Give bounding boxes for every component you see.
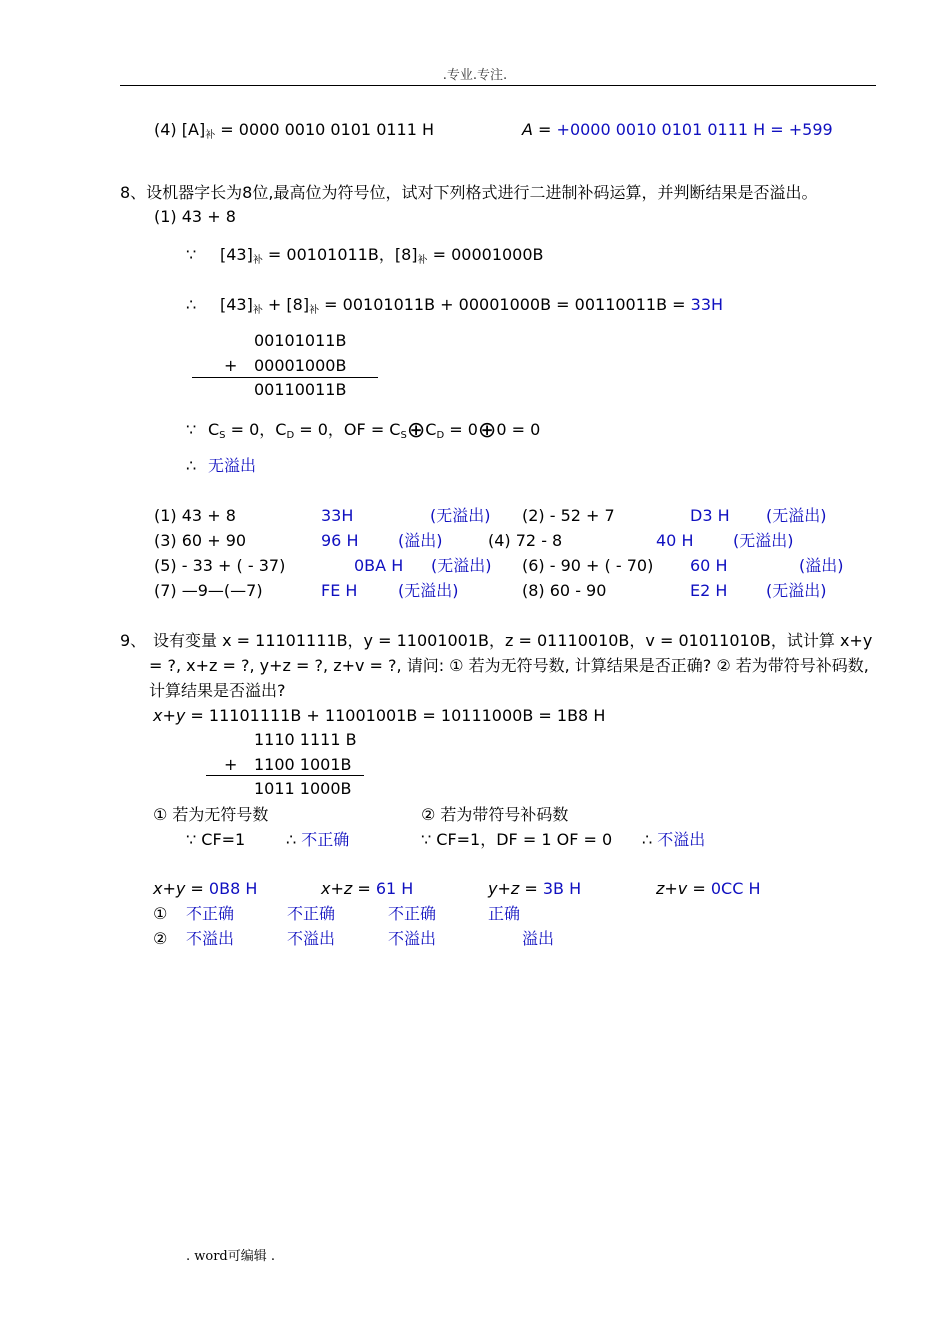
q8-calc-line2: 00001000B <box>254 356 347 375</box>
q8-item-value: 96 H <box>321 531 359 550</box>
q9-row2-cell: 不溢出 <box>186 929 235 948</box>
q9-calc-result: 1011 1000B <box>254 779 352 798</box>
q9-result-var: z+v <box>656 879 688 898</box>
q9-result-var: x+z <box>321 879 353 898</box>
q8-item-status: (无溢出) <box>766 506 827 525</box>
q9-unsigned-heading: ① 若为无符号数 <box>153 805 269 824</box>
q8-calc-result: 00110011B <box>254 380 347 399</box>
q8-because-sub2: 补 <box>417 255 428 266</box>
q8-item-label: (2) - 52 + 7 <box>522 506 615 525</box>
q7-4-answer-value: +0000 0010 0101 0111 H = +599 <box>556 120 833 139</box>
q7-4-answer-var: A <box>522 120 533 139</box>
q8-item-label: (3) 60 + 90 <box>154 531 247 550</box>
page-header: .专业.专注. <box>442 68 508 83</box>
q8-item-value: 33H <box>321 506 354 525</box>
q7-4-answer-eq: = <box>532 120 557 139</box>
q7-4-expression <box>154 120 434 140</box>
q8-item-label: (7) —9—(—7) <box>154 581 263 600</box>
q7-4-lhs: [A] <box>181 120 206 139</box>
q8-item-value: FE H <box>321 581 358 600</box>
q9-signed-heading: ② 若为带符号补码数 <box>421 805 569 824</box>
q8-calc-rule <box>192 377 378 378</box>
q9-calc-line2: 1100 1001B <box>254 755 352 774</box>
q8-calc-line1: 00101011B <box>254 331 347 350</box>
q8-therefore-answer: 33H <box>690 295 724 314</box>
q8-because-b: = 00101011B，[8] <box>262 245 418 264</box>
q9-calc-rule <box>206 775 364 776</box>
header-rule <box>120 85 876 86</box>
q8-therefore-a: [43] <box>220 295 253 314</box>
q8-flag-xor1: ⊕ <box>406 418 426 443</box>
q9-result-var: y+z <box>488 879 520 898</box>
q8-flag-d2: D <box>436 430 445 441</box>
q7-4-value: = 0000 0010 0101 0111 H <box>215 120 435 139</box>
q9-row1-cell: 不正确 <box>287 904 336 923</box>
q9-row1-label: ① <box>153 904 168 923</box>
q9-number: 9、 <box>120 631 147 650</box>
q9-signed-condition: ∵ CF=1，DF = 1 OF = 0 <box>421 830 613 849</box>
q8-sub1: (1) 43 + 8 <box>154 207 236 226</box>
q9-line3: 计算结果是否溢出? <box>149 681 286 700</box>
q9-unsigned-therefore: ∴ <box>286 830 302 849</box>
q9-row2-cell: 溢出 <box>522 929 555 948</box>
q8-item-label: (6) - 90 + ( - 70) <box>522 556 654 575</box>
q9-row2-cell: 不溢出 <box>287 929 336 948</box>
q9-sum-var: x+y <box>153 706 186 725</box>
q8-therefore-c: = 00101011B + 00001000B = 00110011B = <box>319 295 691 314</box>
q9-result-eq: = <box>687 879 711 898</box>
q8-item-status: (溢出) <box>799 556 844 575</box>
q9-signed-therefore: ∴ <box>642 830 658 849</box>
q8-title: 8、设机器字长为8位,最高位为符号位，试对下列格式进行二进制补码运算，并判断结果是否溢出。 <box>120 183 818 202</box>
q8-flag-line <box>208 420 540 441</box>
q9-result-xy <box>153 879 257 899</box>
q8-flag-c1: C <box>208 420 220 439</box>
q9-line2: = ?, x+z = ?, y+z = ?, z+v = ?, 请问: ① 若为无符号数, 计算结果是否正确? ② 若为带符号补码数, <box>149 656 869 675</box>
q9-sum-line <box>153 706 605 726</box>
q9-unsigned-condition: ∵ CF=1 <box>186 830 246 849</box>
q8-because-sub1: 补 <box>252 255 263 266</box>
q8-item-status: (无溢出) <box>431 556 492 575</box>
q8-therefore-sub2: 补 <box>309 305 320 316</box>
q8-item-label: (1) 43 + 8 <box>154 506 236 525</box>
q8-calc-plus: + <box>224 356 238 375</box>
q8-therefore-sub1: 补 <box>252 305 263 316</box>
q8-therefore-b: + [8] <box>262 295 310 314</box>
q9-calc-line1: 1110 1111 B <box>254 730 357 749</box>
q8-item-value: 0BA H <box>354 556 404 575</box>
q8-flag-mid1: = 0，C <box>225 420 287 439</box>
q9-result-var: x+y <box>153 879 186 898</box>
q8-item-status: (溢出) <box>398 531 443 550</box>
q8-item-value: 60 H <box>690 556 728 575</box>
q9-result-eq: = <box>352 879 376 898</box>
q9-result-zv <box>656 879 761 899</box>
q8-flag-end2: 0 = 0 <box>496 420 541 439</box>
q7-4-sub: 补 <box>205 130 216 141</box>
q8-because-line <box>220 245 544 265</box>
q9-row2-cell: 不溢出 <box>388 929 437 948</box>
q8-flag-because-symbol: ∵ <box>186 420 197 439</box>
q9-calc-plus: + <box>224 755 238 774</box>
q9-sum-expr: = 11101111B + 11001001B = 10111000B = 1B8 H <box>185 706 606 725</box>
q8-flag-s1: S <box>219 430 226 441</box>
q9-line1: 设有变量 x = 11101111B，y = 11001001B，z = 01110010B，v = 01011010B，试计算 x+y <box>153 631 873 650</box>
q8-item-status: (无溢出) <box>766 581 827 600</box>
q8-flag-d1: D <box>286 430 295 441</box>
q9-row1-cell: 不正确 <box>186 904 235 923</box>
q9-result-xz <box>321 879 413 899</box>
q9-result-value: 0B8 H <box>208 879 258 898</box>
q8-item-value: 40 H <box>656 531 694 550</box>
q8-item-label: (5) - 33 + ( - 37) <box>154 556 286 575</box>
q9-row1-cell: 正确 <box>488 904 521 923</box>
q9-result-value: 61 H <box>375 879 414 898</box>
q8-flag-xor2: ⊕ <box>477 418 497 443</box>
q8-because-a: [43] <box>220 245 253 264</box>
q8-item-status: (无溢出) <box>430 506 491 525</box>
q9-unsigned-answer: 不正确 <box>301 830 350 849</box>
q8-result-therefore: ∴ <box>186 456 197 475</box>
q9-row1-cell: 不正确 <box>388 904 437 923</box>
q9-result-eq: = <box>519 879 543 898</box>
q7-4-label: (4) <box>154 120 177 139</box>
q8-item-label: (8) 60 - 90 <box>522 581 607 600</box>
q8-flag-c2: C <box>425 420 437 439</box>
q8-item-value: E2 H <box>690 581 728 600</box>
q8-result: 无溢出 <box>208 456 257 475</box>
q9-unsigned-conclusion <box>286 830 349 850</box>
q8-flag-end1: = 0 <box>444 420 478 439</box>
q9-result-value: 0CC H <box>710 879 761 898</box>
q8-flag-mid2: = 0，OF = C <box>294 420 401 439</box>
q8-item-label: (4) 72 - 8 <box>488 531 563 550</box>
q9-signed-conclusion <box>642 830 705 850</box>
q8-because-c: = 00001000B <box>427 245 544 264</box>
q8-item-status: (无溢出) <box>733 531 794 550</box>
q8-flag-s2: S <box>400 430 407 441</box>
q9-result-value: 3B H <box>542 879 582 898</box>
q9-row2-label: ② <box>153 929 168 948</box>
q8-therefore-line <box>220 295 723 315</box>
page-footer: . word可编辑 . <box>186 1249 276 1264</box>
q9-result-yz <box>488 879 581 899</box>
q8-item-value: D3 H <box>690 506 730 525</box>
q7-4-answer <box>522 120 833 140</box>
q8-because-symbol: ∵ <box>186 245 197 264</box>
q9-signed-answer: 不溢出 <box>657 830 706 849</box>
q9-result-eq: = <box>185 879 209 898</box>
q8-therefore-symbol: ∴ <box>186 295 197 314</box>
q8-item-status: (无溢出) <box>398 581 459 600</box>
